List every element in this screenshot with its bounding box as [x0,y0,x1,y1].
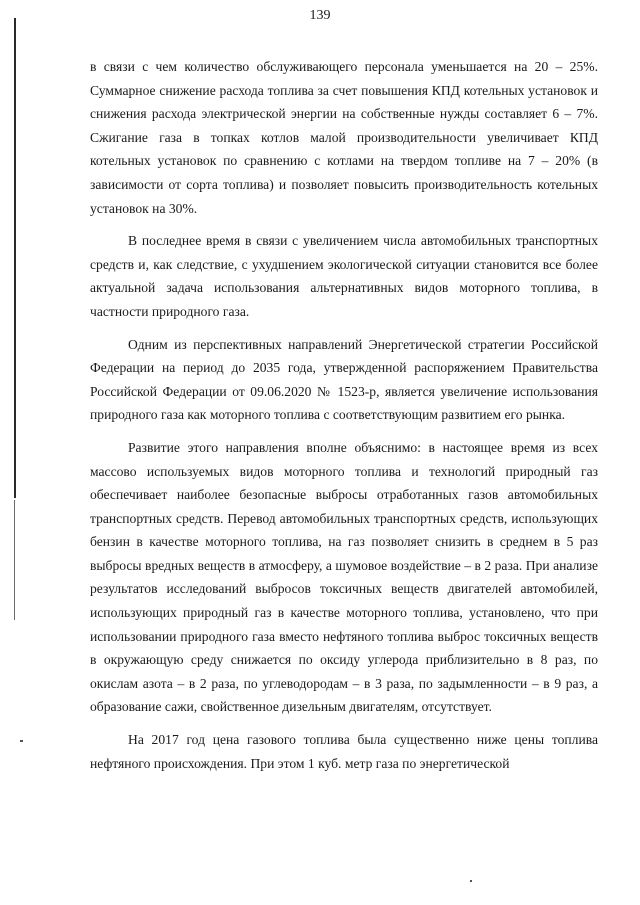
paragraph-1: в связи с чем количество обслуживающего персонала уменьшается на 20 – 25%. Суммарное снижение расхода топлива за счет повышения КПД котельных установок и снижения расхода электрической энергии на собственные нужды составляет 6 – 7%. Сжигание газа в топках котлов малой производительности увеличивает КПД котельных установок по сравнению с котлами на твердом топливе на 7 – 20% (в зависимости от сорта топлива) и позволяет повысить производительность котельных установок на 30%. [90,59,598,216]
paragraph-3: Одним из перспективных направлений Энергетической стратегии Российской Федерации на период до 2035 года, утвержденной распоряжением Правительства Российской Федерации от 09.06.2020 № 1523-р, является увеличение использования природного газа как моторного топлива с соответствующим развитием его рынка. [90,336,598,423]
paragraph-5: На 2017 год цена газового топлива была существенно ниже цены топлива нефтяного происхождения. При этом 1 куб. метр газа по энергетической [90,732,598,771]
page-number: 139 [309,8,331,23]
paragraph-4: Развитие этого направления вполне объяснимо: в настоящее время из всех массово используемых видов моторного топлива и технологий природный газ обеспечивает наиболее безопасные выбросы отработанных газов автомобильных транспортных средств. Перевод автомобильных транспортных средств, использующих бензин в качестве моторного топлива, на газ позволяет снизить в среднем в 5 раз выбросы вредных веществ в атмосферу, а шумовое воздействие – в 2 раза. При анализе результатов исследований выбросов токсичных веществ двигателей автомобилей, использующих природный газ в качестве моторного топлива, установлено, что при использовании природного газа вместо нефтяного топлива выброс токсичных веществ в окружающую среду снижается по оксиду углерода приблизительно в 8 раз, по окислам азота – в 2 раза, по углеводородам – в 3 раза, по задымленности – в 9 раз, а образование сажи, свойственное дизельным двигателям, отсутствует. [90,439,598,715]
paragraph-2: В последнее время в связи с увеличением числа автомобильных транспортных средств и, как следствие, с ухудшением экологической ситуации становится все более актуальной задача использования альтернативных видов моторного топлива, в частности природного газа. [90,233,598,319]
scan-edge-line-lower [14,500,15,620]
document-body [90,55,598,784]
scan-speck [20,740,23,742]
scan-edge-line [14,18,16,498]
scan-speck [470,880,472,882]
